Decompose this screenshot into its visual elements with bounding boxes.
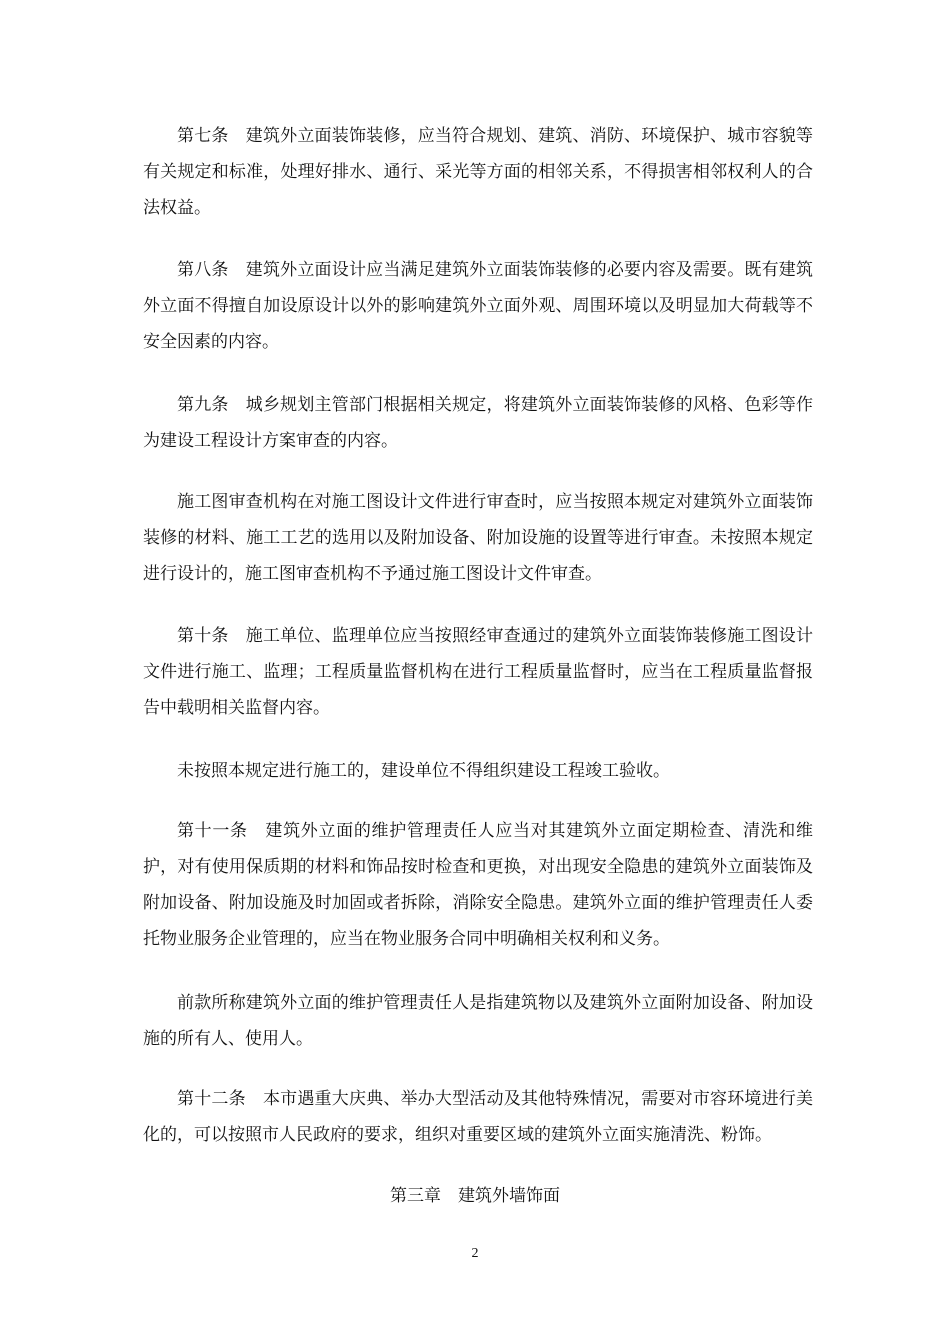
article-9-clause-2-paragraph: 施工图审查机构在对施工图设计文件进行审查时，应当按照本规定对建筑外立面装饰装修的材料、施工工艺的选用以及附加设备、附加设施的设置等进行审查。未按照本规定进行设计的，施工图审查机构不予通过施工图设计文件审查。	[143, 492, 813, 584]
article-8-paragraph: 第八条 建筑外立面设计应当满足建筑外立面装饰装修的必要内容及需要。既有建筑外立面不得擅自加设原设计以外的影响建筑外立面外观、周围环境以及明显加大荷载等不安全因素的内容。	[143, 260, 813, 352]
chapter-heading: 第三章 建筑外墙饰面	[390, 1186, 560, 1206]
article-7-paragraph: 第七条 建筑外立面装饰装修，应当符合规划、建筑、消防、环境保护、城市容貌等有关规定和标准，处理好排水、通行、采光等方面的相邻关系，不得损害相邻权利人的合法权益。	[143, 126, 813, 218]
article-10-paragraph: 第十条 施工单位、监理单位应当按照经审查通过的建筑外立面装饰装修施工图设计文件进行施工、监理；工程质量监督机构在进行工程质量监督时，应当在工程质量监督报告中载明相关监督内容。	[143, 626, 813, 718]
article-9-paragraph: 第九条 城乡规划主管部门根据相关规定，将建筑外立面装饰装修的风格、色彩等作为建设工程设计方案审查的内容。	[143, 395, 813, 451]
page-number: 2	[471, 1246, 479, 1261]
article-11-clause-2-paragraph: 前款所称建筑外立面的维护管理责任人是指建筑物以及建筑外立面附加设备、附加设施的所有人、使用人。	[143, 993, 813, 1049]
article-10-clause-2-paragraph: 未按照本规定进行施工的，建设单位不得组织建设工程竣工验收。	[177, 761, 670, 781]
article-12-paragraph: 第十二条 本市遇重大庆典、举办大型活动及其他特殊情况，需要对市容环境进行美化的，可以按照市人民政府的要求，组织对重要区域的建筑外立面实施清洗、粉饰。	[143, 1089, 813, 1145]
article-11-paragraph: 第十一条 建筑外立面的维护管理责任人应当对其建筑外立面定期检查、清洗和维护，对有使用保质期的材料和饰品按时检查和更换，对出现安全隐患的建筑外立面装饰及附加设备、附加设施及时加固或者拆除，消除安全隐患。建筑外立面的维护管理责任人委托物业服务企业管理的，应当在物业服务合同中明确相关权利和义务。	[143, 821, 813, 949]
